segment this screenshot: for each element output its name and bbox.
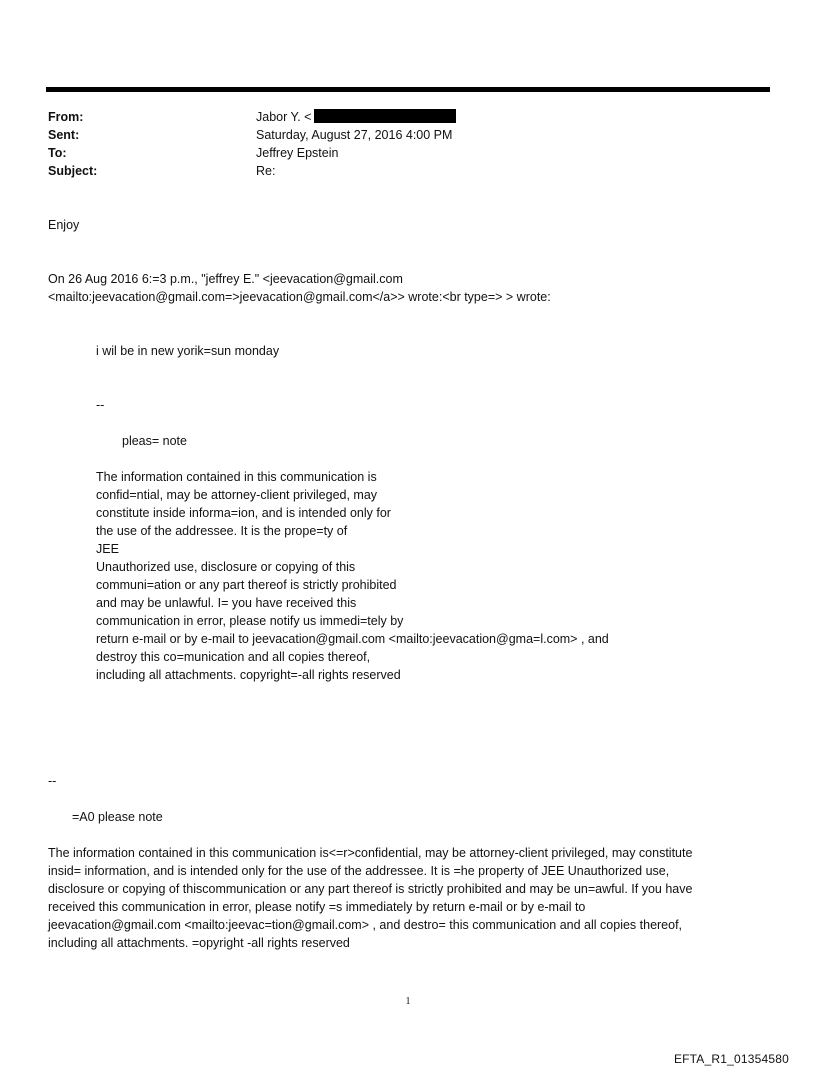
to-value: Jeffrey Epstein xyxy=(256,146,339,160)
sent-value: Saturday, August 27, 2016 4:00 PM xyxy=(256,128,453,142)
redaction-box xyxy=(314,109,456,123)
reply-text: Enjoy xyxy=(48,218,80,232)
to-row xyxy=(48,144,456,162)
bates-number: EFTA_R1_01354580 xyxy=(673,1052,789,1066)
header-rule xyxy=(46,87,770,92)
quote-attribution: On 26 Aug 2016 6:=3 p.m., "jeffrey E." <jeevacation@gmail.com <mailto:jeevacation@gmail.com=>jeevacation@gmail.com</a>> wrote:<br type=> > wrote: xyxy=(48,272,551,304)
confidentiality-disclaimer: The information contained in this communication is confid=ntial, may be attorney-client privileged, may constitute inside informa=ion, and is intended only for the use of the addressee. It is the prope=ty of JEE Unauthorized use, disclosure or copying of this communi=ation or any part thereof is strictly prohibited and may be unlawful. I= you have received this communication in error, please notify us immedi=tely by return e-mail or by e-mail to jeevacation@gmail.com <mailto:jeevacation@gma=l.com> , and destroy this co=munication and all copies thereof, including all attachments. copyright=-all rights reserved xyxy=(96,470,609,682)
signature-separator: -- xyxy=(48,774,57,788)
please-note-heading: pleas= note xyxy=(122,434,187,448)
from-value xyxy=(256,108,456,126)
from-name: Jabor Y. < xyxy=(256,110,312,124)
confidentiality-disclaimer: The information contained in this communication is<=r>confidential, may be attorney-client privileged, may constitute insid= information, and is intended only for the use of the addressee. It is =he property of JEE Unauthorized use, disclosure or copying of thiscommunication or any part thereof is strictly prohibited and may be un=awful. If you have received this communication in error, please notify =s immediately by return e-mail or by e-mail to jeevacation@gmail.com <mailto:jeevac=tion@gmail.com> , and destro= this communication and all copies thereof, including all attachments. =opyright -all rights reserved xyxy=(48,846,693,950)
to-label: To: xyxy=(48,146,67,160)
subject-row xyxy=(48,162,456,180)
subject-value: Re: xyxy=(256,164,276,178)
from-row xyxy=(48,108,456,126)
subject-label: Subject: xyxy=(48,164,98,178)
email-header xyxy=(48,108,456,180)
page-number: 1 xyxy=(405,996,411,1007)
quoted-message: i wil be in new yorik=sun monday xyxy=(96,344,280,358)
sent-label: Sent: xyxy=(48,128,80,142)
sent-row xyxy=(48,126,456,144)
from-label: From: xyxy=(48,110,84,124)
please-note-heading: =A0 please note xyxy=(72,810,163,824)
signature-separator: -- xyxy=(96,398,105,412)
